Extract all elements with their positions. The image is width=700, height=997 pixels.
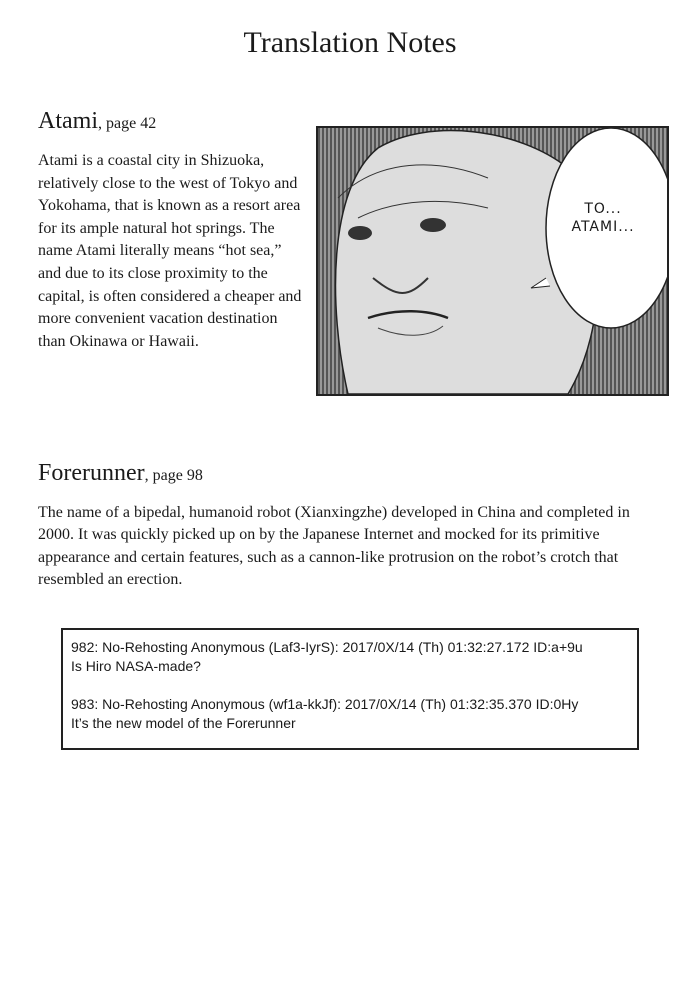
manga-panel-image bbox=[316, 126, 669, 396]
page-title: Translation Notes bbox=[243, 26, 457, 59]
post-text: Is Hiro NASA-made? bbox=[71, 658, 201, 674]
note-heading-forerunner bbox=[38, 460, 203, 487]
post-text: It’s the new model of the Forerunner bbox=[71, 715, 296, 731]
speech-text-line2: ATAMI... bbox=[571, 219, 635, 235]
note-heading-atami bbox=[38, 108, 156, 135]
forum-post bbox=[71, 638, 583, 676]
speech-text-line1: TO... bbox=[584, 201, 622, 217]
post-header: 983: No-Rehosting Anonymous (wf1a-kkJf): 2017/0X/14 (Th) 01:32:35.370 ID:0Hy bbox=[71, 696, 579, 712]
note-page: , page 98 bbox=[144, 467, 203, 484]
forum-posts-box bbox=[61, 628, 639, 750]
post-header: 982: No-Rehosting Anonymous (Laf3-IyrS): 2017/0X/14 (Th) 01:32:27.172 ID:a+9u bbox=[71, 639, 583, 655]
forum-post bbox=[71, 695, 578, 733]
note-body-atami: Atami is a coastal city in Shizuoka, relatively close to the west of Tokyo and Yokohama, that is known as a resort area for its ample natural hot springs. The name Atami literally means “hot sea,” and due to its close proximity to the capital, is often considered a cheaper and more convenient vacation destination than Okinawa or Hawaii. bbox=[38, 152, 302, 350]
note-body-forerunner: The name of a bipedal, humanoid robot (Xianxingzhe) developed in China and completed in 2000. It was quickly picked up on by the Japanese Internet and mocked for its primitive appearance and certain features, such as a cannon-like protrusion on the robot’s crotch that resembled an erection. bbox=[38, 504, 630, 588]
note-term: Atami bbox=[38, 108, 98, 134]
note-page: , page 42 bbox=[98, 115, 157, 132]
note-term: Forerunner bbox=[38, 460, 145, 486]
